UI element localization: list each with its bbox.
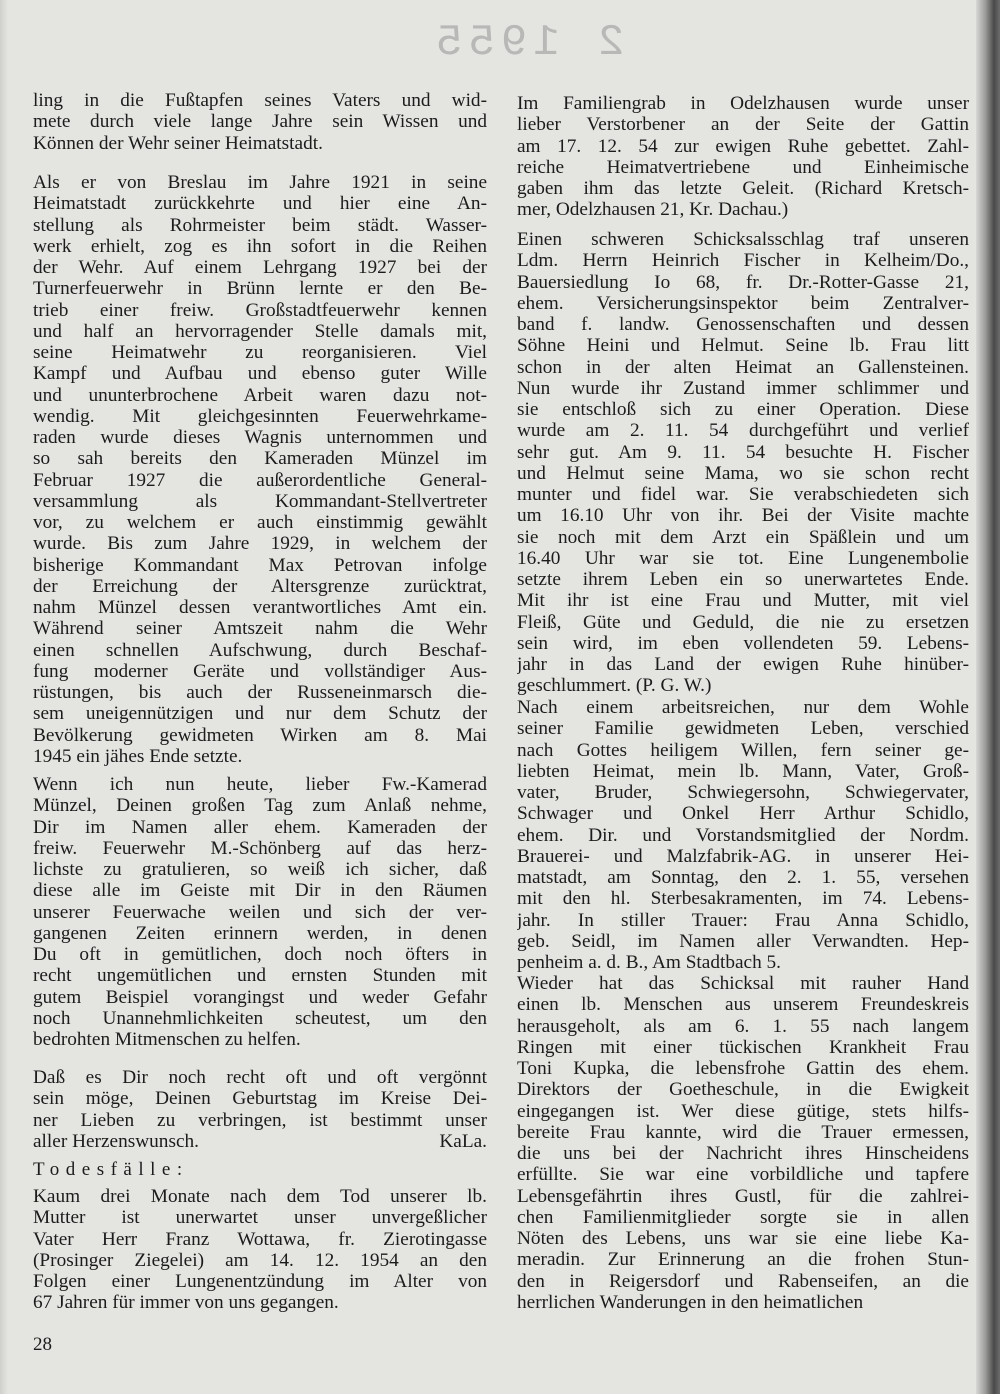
text-line: geschlummert. (P. G. W.) (517, 675, 712, 697)
text-line: werk erhielt, zog es ihn sofort in die Reihen (33, 235, 487, 257)
show-through-header: 2 1955 (430, 18, 625, 68)
text-line: sein wird, im eben vollendeten 59. Lebens- (517, 632, 969, 654)
text-line: wurde am 2. 11. 54 durchgeführt und verlief (517, 420, 969, 442)
text-line: Wieder hat das Schicksal mit rauher Hand (517, 973, 969, 994)
text-line: diese alle im Geiste mit Dir in den Räumen (33, 880, 487, 902)
text-line: der Wehr. Auf einem Lehrgang 1927 bei der (33, 257, 487, 278)
text-line: setzte ihrem Leben ein so unerwartetes Ende. (517, 569, 969, 590)
text-line: 16.40 Uhr war sie tot. Eine Lungenembolie (517, 547, 969, 569)
text-line: die uns bei der Nachricht ihres Hinscheidens (517, 1143, 969, 1164)
paragraph (33, 1067, 487, 1152)
text-line: bedrohten Mitmenschen zu helfen. (33, 1029, 301, 1050)
text-line: unserer Feuerwache weilen und sich der ver- (33, 901, 487, 923)
text-line: sehr gut. Am 9. 11. 54 besuchte H. Fischer (517, 441, 969, 463)
text-line: Nach einem arbeitsreichen, nur dem Wohle (517, 697, 969, 718)
text-line: mer, Odelzhausen 21, Kr. Dachau.) (517, 199, 789, 221)
paragraph (33, 172, 487, 767)
text-line: erfüllte. Sie war eine vorbildliche und tapfere (517, 1164, 969, 1186)
text-line: Ringen mit einer tückischen Krankheit Frau (517, 1036, 969, 1058)
text-line: penheim a. d. B., Am Stadtbach 5. (517, 952, 782, 973)
text-line: Nöten des Lebens, uns war sie eine liebe Ka- (517, 1228, 969, 1249)
text-line: ehem. Dir. und Vorstandsmitglied der Nordm. (517, 824, 969, 846)
paragraph (517, 93, 969, 221)
text-line: seine Heimatwehr zu reorganisieren. Viel (33, 342, 487, 363)
text-line: Schwager und Onkel Herr Arthur Schidlo, (517, 803, 969, 825)
text-line: der Erreichung der Altersgrenze zurücktrat, (33, 575, 487, 597)
text-line: am 17. 12. 54 zur ewigen Ruhe gebettet. Zahl- (517, 135, 969, 157)
text-line: nahm Münzel dessen verantwortliches Amt ein. (33, 597, 487, 618)
page-left-edge (0, 0, 8, 1394)
text-line (33, 1131, 487, 1152)
text-line: Du oft in gemütlichen, doch noch öfters in (33, 944, 487, 965)
text-line: mit den hl. Sterbesakramenten, im 74. Lebens- (517, 888, 969, 910)
text-line: jahr in das Land der ewigen Ruhe hinüber- (517, 654, 969, 675)
text-line: geb. Seidl, im Namen aller Verwandten. Hep- (517, 930, 969, 952)
text-line: munter und fidel war. Sie verabschiedeten sich (517, 484, 969, 505)
text-line: Kaum drei Monate nach dem Tod unserer lb. (33, 1186, 487, 1207)
text-line: bisherige Kommandant Max Petrovan infolge (33, 554, 487, 576)
text-line: nach Gottes heiligem Willen, fern seiner ge- (517, 739, 969, 761)
text-line: mete durch viele lange Jahre sein Wissen und (33, 111, 487, 133)
text-line: Nun wurde ihr Zustand immer schlimmer und (517, 377, 969, 399)
text-line: band f. landw. Genossenschaften und dessen (517, 314, 969, 335)
paragraph (517, 697, 969, 973)
text-line: stellung als Rohrmeister beim städt. Wasser- (33, 214, 487, 236)
text-line: gangenen Zeiten erinnern werden, in denen (33, 922, 487, 944)
text-line: meradin. Zur Erinnerung an die frohen Stun- (517, 1249, 969, 1271)
text-line: raden wurde dieses Wagnis unternommen und (33, 427, 487, 448)
paragraph (517, 229, 969, 697)
text-line: vater, Bruder, Schwiegersohn, Schwiegervater, (517, 782, 969, 803)
text-line: Fleiß, Güte und Geduld, die nie zu ersetzen (517, 611, 969, 633)
obituary-paragraph (33, 1186, 487, 1314)
text-line: liebten Heimat, mein lb. Mann, Vater, Groß- (517, 760, 969, 782)
text-line: herrlichen Wanderungen in den heimatlichen (517, 1291, 864, 1313)
text-line: seiner Familie gewidmeten Leben, verschied (517, 718, 969, 740)
text-line: Kampf und Aufbau und ebenso guter Wille (33, 363, 487, 385)
text-line: lieber Verstorbener an der Seite der Gattin (517, 114, 969, 136)
text-line: Münzel, Deinen großen Tag zum Anlaß nehme, (33, 795, 487, 817)
text-line: gutem Beispiel vorangingst und weder Gefahr (33, 986, 487, 1008)
text-line: Wenn ich nun heute, lieber Fw.-Kamerad (33, 774, 487, 795)
text-line: so sah bereits den Kameraden Münzel im (33, 448, 487, 470)
text-line: versammlung als Kommandant-Stellvertreter (33, 490, 487, 512)
text-line: Als er von Breslau im Jahre 1921 in seine (33, 172, 487, 193)
text-line: jahr. In stiller Trauer: Frau Anna Schidlo, (517, 909, 969, 931)
text-line: Folgen einer Lungenentzündung im Alter von (33, 1271, 487, 1292)
text-line: wendig. Mit gleichgesinnten Feuerwehrkame- (33, 405, 487, 427)
paragraph (33, 90, 487, 154)
text-line: ner Lieben zu verbringen, ist bestimmt unser (33, 1109, 487, 1131)
text-line: 1945 ein jähes Ende setzte. (33, 745, 243, 767)
page-binding-shadow (976, 0, 1000, 1394)
text-line: reiche Heimatvertriebene und Einheimische (517, 156, 969, 178)
author-signature: KaLa. (439, 1130, 487, 1152)
text-line: um 16.10 Uhr von ihr. Bei der Visite machte (517, 505, 969, 527)
text-line: sem uneigennützigen und nur dem Schutz der (33, 703, 487, 725)
text-line: herausgeholt, als am 6. 1. 55 nach langem (517, 1015, 969, 1037)
text-line: chen Familienmitglieder sorgte sie in allen (517, 1206, 969, 1228)
text-line: (Prosinger Ziegelei) am 14. 12. 1954 an den (33, 1249, 487, 1271)
text-line: Heimatstadt zurückkehrte und hier eine An- (33, 193, 487, 215)
text-line: sie noch mit dem Arzt ein Späßlein und um (517, 526, 969, 548)
text-line: Ldm. Herrn Heinrich Fischer in Kelheim/Do., (517, 250, 969, 272)
text-line: Turnerfeuerwehr in Brünn lernte er den Be- (33, 278, 487, 300)
text-line: Während seiner Amtszeit nahm die Wehr (33, 618, 487, 640)
text-line: Daß es Dir noch recht oft und oft vergönnt (33, 1067, 487, 1088)
section-heading-deaths: Todesfälle: (33, 1159, 189, 1180)
text-line: schon in der alten Heimat an Gallensteinen. (517, 356, 969, 378)
text-line: Februar 1927 die außerordentliche General- (33, 469, 487, 491)
text-line: noch Unannehmlichkeiten scheutest, um den (33, 1007, 487, 1029)
text-line: recht ungemütlichen und ernsten Stunden mit (33, 965, 487, 987)
text-line: Bevölkerung gewidmeten Wirken am 8. Mai (33, 724, 487, 746)
text-line: Toni Kupka, die lebensfrohe Gattin des ehem. (517, 1058, 969, 1079)
text-line: Söhne Heini und Helmut. Seine lb. Frau litt (517, 335, 969, 357)
text-line: Dir im Namen aller ehem. Kameraden der (33, 816, 487, 838)
text-line: und half an hervorragender Stelle damals mit, (33, 320, 487, 342)
text-line: bereite Frau kannte, wird die Trauer ermessen, (517, 1121, 969, 1143)
text-line: rüstungen, bis auch der Russeneinmarsch die- (33, 682, 487, 703)
text-line: Vater Herr Franz Wottawa, fr. Zierotingasse (33, 1228, 487, 1250)
page-number: 28 (33, 1334, 52, 1355)
paragraph (33, 774, 487, 1050)
text-line: ehem. Versicherungsinspektor beim Zentralver- (517, 292, 969, 314)
text-line: freiw. Feuerwehr M.-Schönberg auf das herz- (33, 837, 487, 859)
text-line: Brauerei- und Malzfabrik-AG. in unserer Hei- (517, 845, 969, 867)
text-line: 67 Jahren für immer von uns gegangen. (33, 1292, 339, 1314)
paragraph (517, 973, 969, 1313)
text-line: Direktors der Goetheschule, in die Ewigkeit (517, 1079, 969, 1101)
text-line: den in Reigersdorf und Rabenseifen, an die (517, 1270, 969, 1292)
text-line: ling in die Fußtapfen seines Vaters und wid- (33, 90, 487, 111)
text-line: sein möge, Deinen Geburtstag im Kreise Dei- (33, 1088, 487, 1110)
text-line: Mit ihr ist eine Frau und Mutter, mit viel (517, 590, 969, 612)
text-line: gaben ihm das letzte Geleit. (Richard Kretsch- (517, 178, 969, 199)
text-line: lichste zu gratulieren, so weiß ich sicher, daß (33, 859, 487, 880)
text-line: sie entschloß sich zu einer Operation. Diese (517, 399, 969, 420)
text-line: Können der Wehr seiner Heimatstadt. (33, 132, 323, 154)
text-line: wurde. Bis zum Jahre 1929, in welchem der (33, 533, 487, 555)
text-line: Einen schweren Schicksalsschlag traf unseren (517, 229, 969, 250)
text-line: einen lb. Menschen aus unserem Freundeskreis (517, 994, 969, 1016)
text-line: fung moderner Geräte und vollständiger Aus- (33, 660, 487, 682)
text-line: eingegangen ist. Wer diese gütige, stets hilfs- (517, 1100, 969, 1122)
text-line: einen schnellen Aufschwung, durch Beschaf- (33, 639, 487, 661)
text-line: Im Familiengrab in Odelzhausen wurde unser (517, 93, 969, 114)
text-line: matstadt, am Sonntag, den 2. 1. 55, versehen (517, 867, 969, 888)
text-line: Lebensgefährtin ihres Gustl, für die zahlrei- (517, 1185, 969, 1207)
text-line-content: aller Herzenswunsch. (33, 1130, 199, 1152)
text-line: und Helmut seine Mama, wo sie schon recht (517, 462, 969, 484)
text-line: Bauersiedlung Io 68, fr. Dr.-Rotter-Gasse 21, (517, 271, 969, 293)
text-line: trieb einer freiw. Großstadtfeuerwehr kennen (33, 299, 487, 321)
text-line: Mutter ist unerwartet unser unvergeßlicher (33, 1207, 487, 1229)
text-line: vor, zu welchem er auch einstimmig gewählt (33, 512, 487, 533)
text-line: und ununterbrochene Arbeit waren dazu not- (33, 384, 487, 406)
